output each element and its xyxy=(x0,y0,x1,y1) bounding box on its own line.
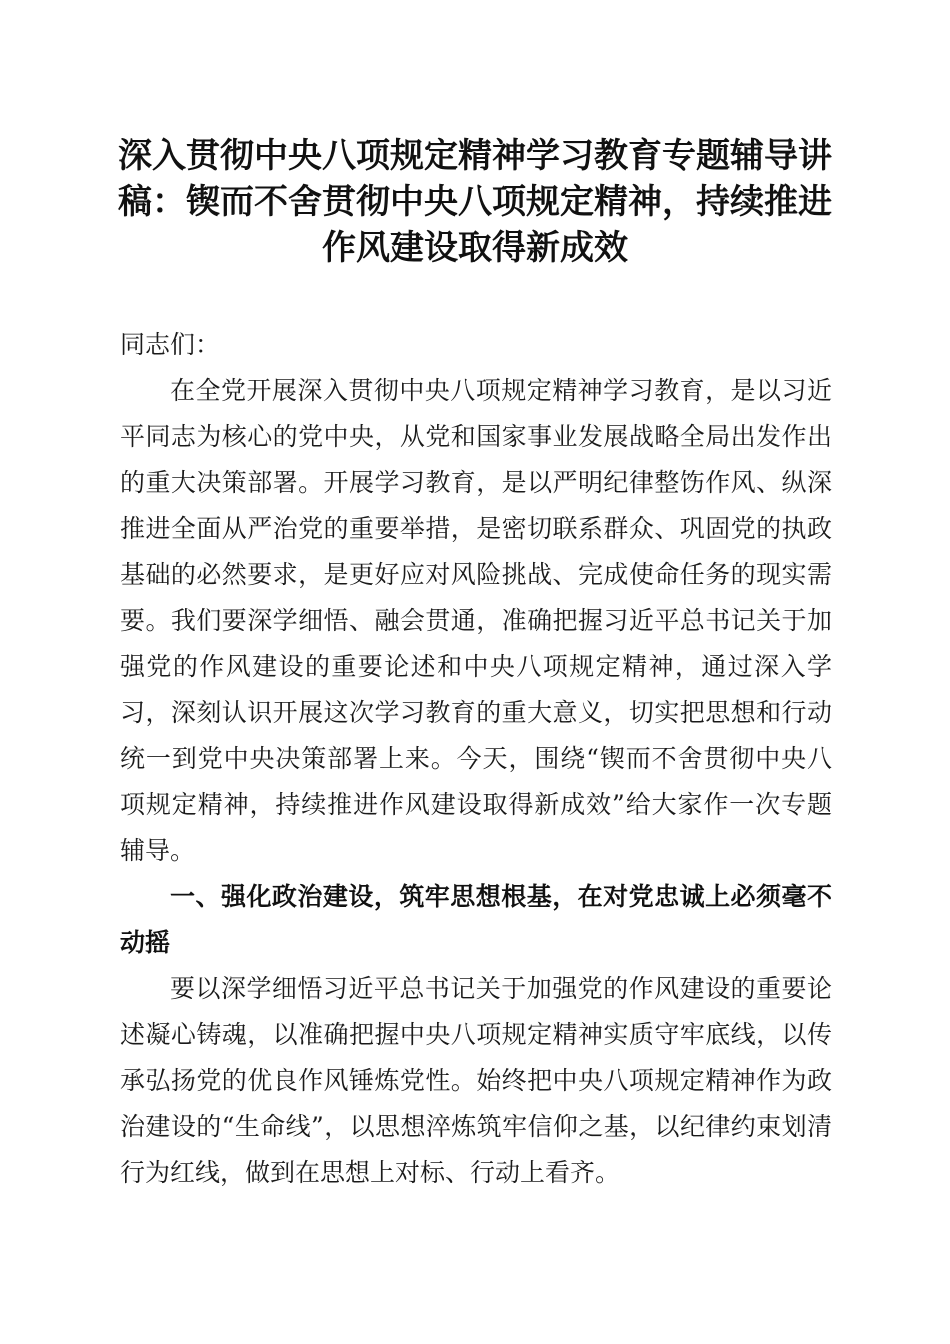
document-body xyxy=(120,322,832,1196)
salutation: 同志们： xyxy=(120,330,221,359)
section-1-paragraph: 要以深学细悟习近平总书记关于加强党的作风建设的重要论述凝心铸魂，以准确把握中央八项规定精神实质守牢底线，以传承弘扬党的优良作风锤炼党性。始终把中央八项规定精神作为政治建设的“生命线”，以思想淬炼筑牢信仰之基，以纪律约束划清行为红线，做到在思想上对标、行动上看齐。 xyxy=(120,974,832,1187)
document-title: 深入贯彻中央八项规定精神学习教育专题辅导讲稿：锲而不舍贯彻中央八项规定精神，持续推进作风建设取得新成效 xyxy=(118,136,832,268)
intro-paragraph: 在全党开展深入贯彻中央八项规定精神学习教育，是以习近平同志为核心的党中央，从党和国家事业发展战略全局出发作出的重大决策部署。开展学习教育，是以严明纪律整饬作风、纵深推进全面从严治党的重要举措，是密切联系群众、巩固党的执政基础的必然要求，是更好应对风险挑战、完成使命任务的现实需要。我们要深学细悟、融会贯通，准确把握习近平总书记关于加强党的作风建设的重要论述和中央八项规定精神，通过深入学习，深刻认识开展这次学习教育的重大意义，切实把思想和行动统一到党中央决策部署上来。今天，围绕“锲而不舍贯彻中央八项规定精神，持续推进作风建设取得新成效”给大家作一次专题辅导。 xyxy=(120,376,832,865)
section-1-heading: 一、强化政治建设，筑牢思想根基，在对党忠诚上必须毫不动摇 xyxy=(120,882,832,957)
